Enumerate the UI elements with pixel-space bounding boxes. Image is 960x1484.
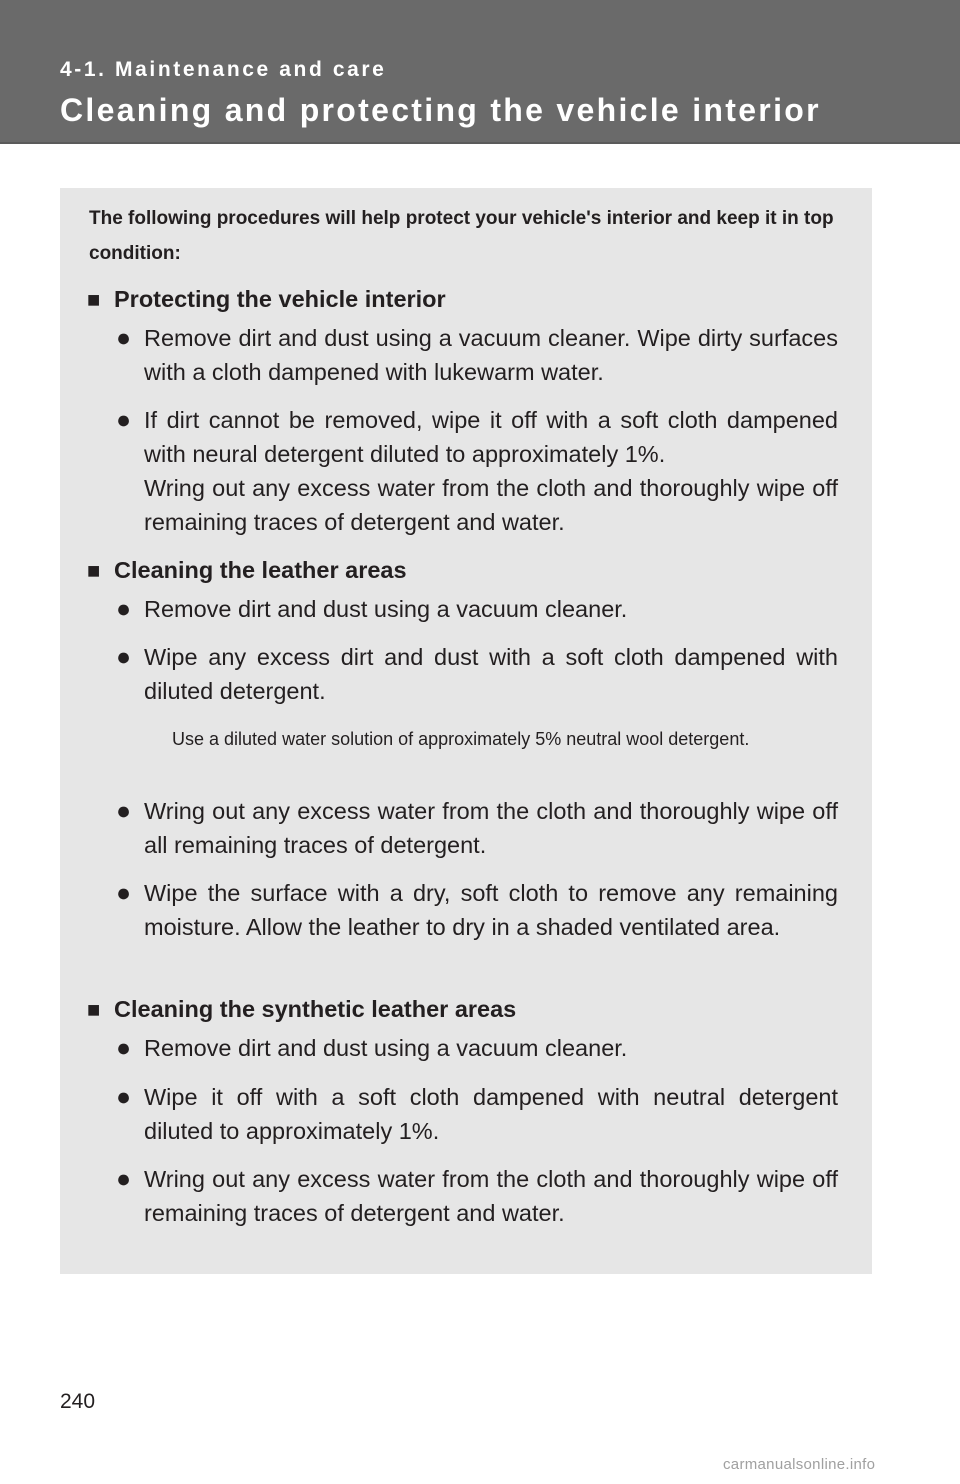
list-item-text: Remove dirt and dust using a vacuum cleaner. [144, 596, 628, 622]
list-item-text: If dirt cannot be removed, wipe it off with a soft cloth dampened with neural detergent diluted to approximately 1%. [144, 407, 838, 467]
section-title: Cleaning the leather areas [114, 557, 407, 583]
note-text: Use a diluted water solution of approximately 5% neutral wool detergent. [172, 729, 750, 749]
list-item [116, 794, 838, 862]
circle-bullet-icon: ● [116, 406, 132, 434]
list-item-text: Remove dirt and dust using a vacuum cleaner. [144, 1035, 628, 1061]
page-number: 240 [60, 1390, 96, 1413]
header-edge [0, 142, 960, 144]
list-item-text: Wring out any excess water from the cloth and thoroughly wipe off all remaining traces of detergent. [144, 798, 838, 858]
square-bullet-icon: ■ [87, 558, 101, 583]
page-title: Cleaning and protecting the vehicle interior [60, 92, 821, 128]
list-item [116, 1162, 838, 1230]
list-item-text: Wipe any excess dirt and dust with a soft cloth dampened with diluted detergent. [144, 644, 838, 704]
list-item-text: Wring out any excess water from the cloth and thoroughly wipe off remaining traces of detergent and water. [144, 1166, 838, 1226]
circle-bullet-icon: ● [116, 324, 132, 352]
list-item-text: Wring out any excess water from the cloth and thoroughly wipe off remaining traces of detergent and water. [144, 475, 838, 535]
circle-bullet-icon: ● [116, 797, 132, 825]
section-heading-synthetic-leather [87, 996, 516, 1023]
list-item [116, 321, 838, 389]
section-heading-protecting [87, 286, 446, 313]
list-item [116, 876, 838, 944]
list-item [116, 1080, 838, 1148]
circle-bullet-icon: ● [116, 1083, 132, 1111]
square-bullet-icon: ■ [87, 287, 101, 312]
list-item [116, 592, 838, 626]
section-title: Protecting the vehicle interior [114, 286, 446, 312]
watermark: carmanualsonline.info [723, 1456, 876, 1473]
list-item-text: Remove dirt and dust using a vacuum cleaner. Wipe dirty surfaces with a cloth dampened with lukewarm water. [144, 325, 838, 385]
circle-bullet-icon: ● [116, 1034, 132, 1062]
circle-bullet-icon: ● [116, 879, 132, 907]
square-bullet-icon: ■ [87, 997, 101, 1022]
section-title: Cleaning the synthetic leather areas [114, 996, 517, 1022]
intro-text: The following procedures will help protect your vehicle's interior and keep it in top condition: [89, 208, 834, 264]
list-item [116, 640, 838, 708]
list-item-text: Wipe the surface with a dry, soft cloth to remove any remaining moisture. Allow the leather to dry in a shaded ventilated area. [144, 880, 838, 940]
list-item [116, 1031, 838, 1065]
section-heading-leather [87, 557, 407, 584]
section-label: 4-1. Maintenance and care [60, 58, 387, 81]
page-header [0, 0, 960, 144]
circle-bullet-icon: ● [116, 595, 132, 623]
list-item-text: Wipe it off with a soft cloth dampened with neutral detergent diluted to approximately 1%. [144, 1084, 838, 1144]
circle-bullet-icon: ● [116, 643, 132, 671]
list-item [116, 403, 838, 539]
circle-bullet-icon: ● [116, 1165, 132, 1193]
